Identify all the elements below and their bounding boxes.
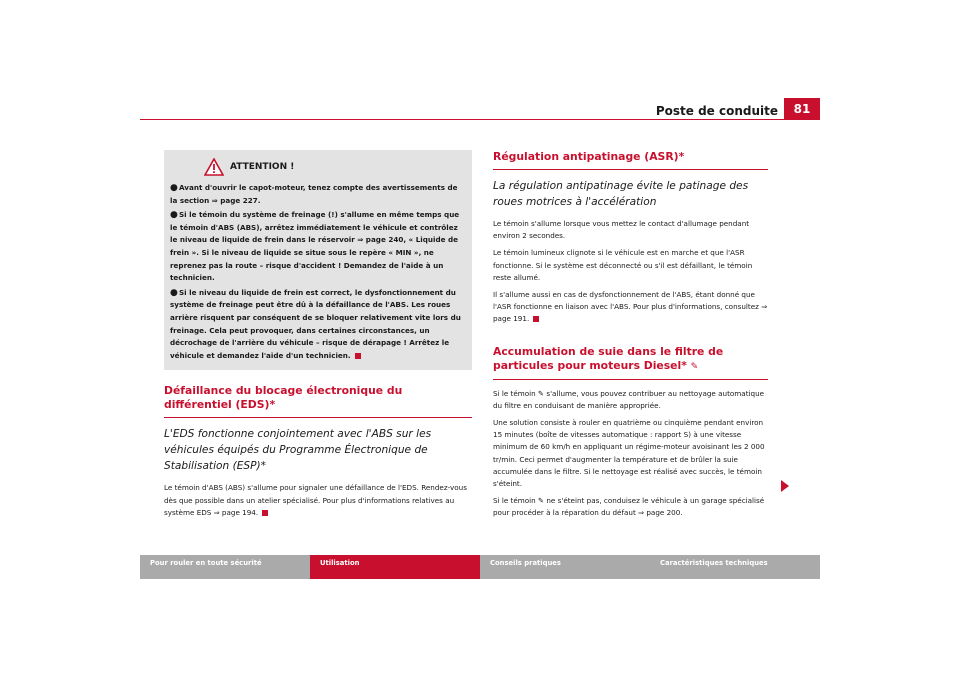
footer-tabs [140, 555, 820, 579]
bullet-icon: ● [170, 183, 178, 193]
pencil-icon: ✎ [690, 361, 699, 372]
asr-heading: Régulation antipatinage (ASR)* [493, 150, 768, 170]
eds-body: Le témoin d'ABS (ABS) s'allume pour signaler une défaillance de l'EDS. Rendez-vous dès que possible dans un atelier spécialisé. Pour plus d'informations relatives au système EDS ⇒ page 194. [164, 483, 467, 517]
end-of-section-icon [533, 316, 539, 322]
warning-triangle-icon [204, 158, 224, 176]
warning-header [170, 156, 466, 178]
tab-caracteristiques[interactable]: Caractéristiques techniques [650, 555, 820, 579]
diesel-heading: Accumulation de suie dans le filtre de particules pour moteurs Diesel* ✎ [493, 345, 768, 380]
tab-conseils[interactable]: Conseils pratiques [480, 555, 650, 579]
warning-title: ATTENTION ! [230, 161, 295, 172]
eds-subtitle: L'EDS fonctionne conjointement avec l'ABS sur les véhicules équipés du Programme Électronique de Stabilisation (ESP)* [164, 428, 432, 473]
asr-paragraph: Il s'allume aussi en cas de dysfonctionnement de l'ABS, étant donné que l'ASR fonctionne en liaison avec l'ABS. Pour plus d'informations, consultez ⇒ page 191. [493, 290, 768, 324]
asr-paragraph: Le témoin s'allume lorsque vous mettez le contact d'allumage pendant environ 2 secondes. [493, 219, 750, 241]
left-column [164, 150, 472, 524]
tab-securite[interactable]: Pour rouler en toute sécurité [140, 555, 310, 579]
asr-subtitle: La régulation antipatinage évite le patinage des roues motrices à l'accélération [493, 180, 749, 208]
page-header-title: Poste de conduite [655, 104, 778, 118]
right-column [493, 150, 768, 525]
warning-item: ●Avant d'ouvrir le capot-moteur, tenez compte des avertissements de la section ⇒ page 227. [170, 183, 458, 205]
continue-arrow-icon [781, 480, 789, 492]
header-divider [140, 119, 820, 120]
eds-heading: Défaillance du blocage électronique du différentiel (EDS)* [164, 384, 472, 418]
bullet-icon: ● [170, 287, 178, 298]
diesel-paragraph: Si le témoin ✎ ne s'éteint pas, conduisez le véhicule à un garage spécialisé pour procéder à la réparation du défaut ⇒ page 200. [493, 496, 765, 518]
asr-paragraph: Le témoin lumineux clignote si le véhicule est en marche et que l'ASR fonctionne. Si le système est déconnecté ou s'il est défaillant, le témoin reste allumé. [493, 248, 753, 282]
warning-item: ●Si le niveau du liquide de frein est correct, le dysfonctionnement du système de freinage peut être dû à la défaillance de l'ABS. Les roues arrière risquent par conséquent de se bloquer relativement vite lors du freinage. Cela peut provoquer, dans certaines circonstances, un décrochage de l'arrière du véhicule – risque de dérapage ! Arrêtez le véhicule et demandez l'aide d'un technicien. [170, 287, 461, 360]
tab-utilisation[interactable]: Utilisation [310, 555, 480, 579]
diesel-paragraph: Si le témoin ✎ s'allume, vous pouvez contribuer au nettoyage automatique du filtre en conduisant de manière appropriée. [493, 388, 765, 410]
end-of-section-icon [355, 353, 361, 359]
end-of-section-icon [262, 510, 268, 516]
warning-box [164, 150, 472, 370]
diesel-paragraph: Une solution consiste à rouler en quatrième ou cinquième pendant environ 15 minutes (boîte de vitesses automatique : rapport S) à une vitesse minimum de 60 km/h en appliquant un régime-moteur avoisinant les 2 000 tr/min. Ceci permet d'augmenter la température et de brûler la suie accumulée dans le filtre. Si le nettoyage est réalisé avec succès, le témoin s'éteint. [493, 418, 765, 489]
page-number: 81 [784, 98, 820, 120]
bullet-icon: ● [170, 210, 178, 221]
warning-item: ●Si le témoin du système de freinage (!) s'allume en même temps que le témoin d'ABS (ABS), arrêtez immédiatement le véhicule et contrôlez le niveau de liquide de frein dans le réservoir ⇒ page 240, « Liquide de frein ». Si le niveau de liquide se situe sous le repère « MIN », ne reprenez pas la route – risque d'accident ! Demandez de l'aide à un technicien. [170, 210, 460, 283]
